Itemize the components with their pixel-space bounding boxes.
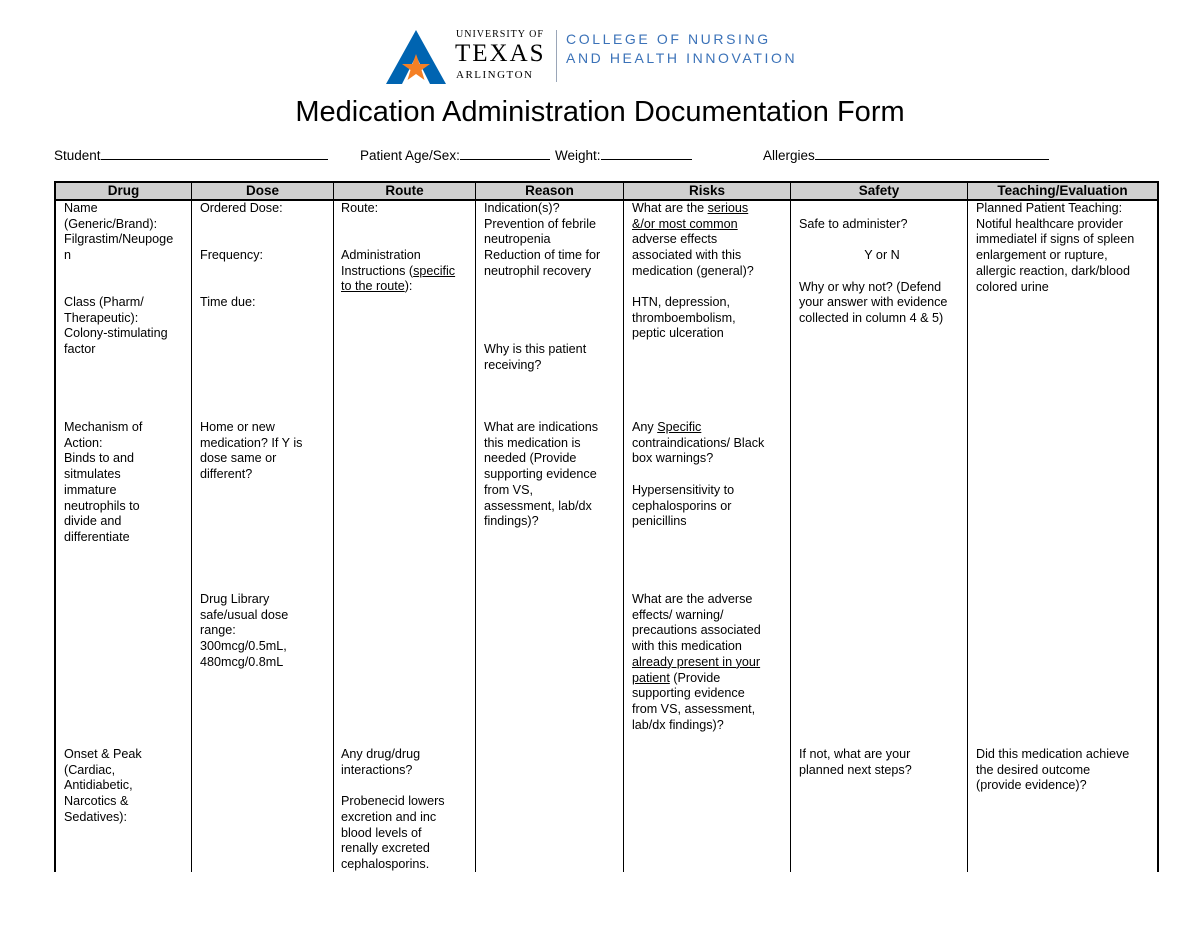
logo-arlington: ARLINGTON [456, 69, 534, 81]
dose-time-due: Time due: [200, 295, 256, 309]
column-header-risks: Risks [688, 183, 726, 198]
risks-specific-text: Any [632, 420, 658, 434]
drug-onset-peak: Onset & Peak (Cardiac, Antidiabetic, Narcotics & Sedatives): [64, 747, 142, 824]
column-divider [967, 183, 968, 872]
logo-texas: TEXAS [455, 40, 546, 67]
risks-effects-list: HTN, depression, thromboembolism, peptic ulceration [632, 295, 736, 341]
weight-label: Weight: [555, 148, 601, 163]
student-blank[interactable] [101, 147, 328, 160]
safety-next-steps: If not, what are your planned next steps? [799, 747, 912, 777]
age-sex-label: Patient Age/Sex: [360, 148, 460, 163]
risks-adverse-text: What are the adverse effects/ warning/ precautions associated with this medication [632, 592, 761, 654]
college-line-2: AND HEALTH INNOVATION [566, 50, 798, 66]
dose-ordered: Ordered Dose: [200, 201, 283, 215]
table-header-row [56, 183, 1157, 201]
college-name [566, 30, 797, 68]
safety-safe-question: Safe to administer? [799, 216, 908, 231]
column-header-drug: Drug [107, 183, 140, 198]
risks-serious-effects [632, 201, 754, 280]
route-admin-text: Administration Instructions ( [341, 248, 421, 278]
reason-why-receiving: Why is this patient receiving? [484, 342, 587, 372]
student-label: Student [54, 148, 101, 163]
teaching-planned: Planned Patient Teaching: Notiful healthcare provider immediatel if signs of spleen enlargement or rupture, allergic reaction, dark/blood colored urine [976, 201, 1135, 294]
allergies-blank[interactable] [815, 147, 1049, 160]
risks-serious-underlined: serious &/or most common [632, 201, 749, 231]
drug-mechanism: Mechanism of Action: Binds to and sitmulates immature neutrophils to divide and differentiate [64, 420, 143, 544]
column-divider [333, 183, 334, 872]
column-header-dose: Dose [245, 183, 279, 198]
ut-arlington-a-star-icon [386, 30, 446, 84]
column-header-route: Route [385, 183, 424, 198]
student-field[interactable] [54, 147, 328, 163]
risks-adverse-present [632, 592, 761, 733]
risks-serious-end: adverse effects associated with this medication (general)? [632, 232, 754, 278]
risks-serious-text: What are the [632, 201, 708, 215]
column-divider [790, 183, 791, 872]
drug-name: Name (Generic/Brand): Filgrastim/Neupoge n [64, 201, 174, 263]
column-divider [623, 183, 624, 872]
dose-home-or-new: Home or new medication? If Y is dose same or different? [200, 420, 303, 482]
safety-block [799, 201, 965, 342]
patient-age-sex-field[interactable] [360, 147, 550, 163]
weight-field[interactable] [555, 147, 692, 163]
column-divider [475, 183, 476, 872]
age-sex-blank[interactable] [460, 147, 550, 160]
route-admin-instructions [341, 248, 455, 295]
route-label: Route: [341, 201, 379, 215]
reason-indications-needed: What are indications this medication is needed (Provide supporting evidence from VS, assessment, lab/dx findings)? [484, 420, 599, 529]
logo-university-of: UNIVERSITY OF [456, 29, 544, 40]
risks-adverse-underlined: already present in your patient [632, 654, 761, 685]
risks-contraindications [632, 420, 764, 530]
college-line-1: COLLEGE OF NURSING [566, 31, 771, 47]
safety-y-or-n[interactable]: Y or N [864, 248, 900, 263]
university-logo [386, 28, 826, 86]
reason-indications: Indication(s)? Prevention of febrile neutropenia Reduction of time for neutrophil recovery [484, 201, 601, 278]
column-header-safety: Safety [858, 183, 900, 198]
allergies-label: Allergies [763, 148, 815, 163]
route-admin-end: ): [404, 279, 413, 294]
route-interactions: Any drug/drug interactions? Probenecid lowers excretion and inc blood levels of renally excreted cephalosporins. [341, 747, 445, 871]
risks-adverse-end: (Provide supporting evidence from VS, assessment, lab/dx findings)? [632, 670, 756, 732]
column-divider [191, 183, 192, 872]
dose-drug-library: Drug Library safe/usual dose range: 300mcg/0.5mL, 480mcg/0.8mL [200, 592, 289, 669]
evaluation-outcome: Did this medication achieve the desired outcome (provide evidence)? [976, 747, 1130, 793]
risks-specific-end: contraindications/ Black box warnings? Hypersensitivity to cephalosporins or penicillins [632, 435, 765, 529]
safety-why-not: Why or why not? (Defend your answer with evidence collected in column 4 & 5) [799, 279, 948, 325]
column-header-teaching-evaluation: Teaching/Evaluation [997, 183, 1128, 198]
dose-frequency: Frequency: [200, 248, 263, 262]
form-title: Medication Administration Documentation Form [295, 96, 905, 128]
allergies-field[interactable] [763, 147, 1049, 163]
weight-blank[interactable] [601, 147, 692, 160]
drug-class: Class (Pharm/ Therapeutic): Colony-stimulating factor [64, 295, 168, 357]
medication-form-table [54, 181, 1159, 872]
logo-divider [556, 30, 557, 82]
route-admin-underlined: specific to the route [341, 263, 456, 294]
column-header-reason: Reason [525, 183, 574, 198]
risks-specific-underlined: Specific [657, 420, 702, 434]
